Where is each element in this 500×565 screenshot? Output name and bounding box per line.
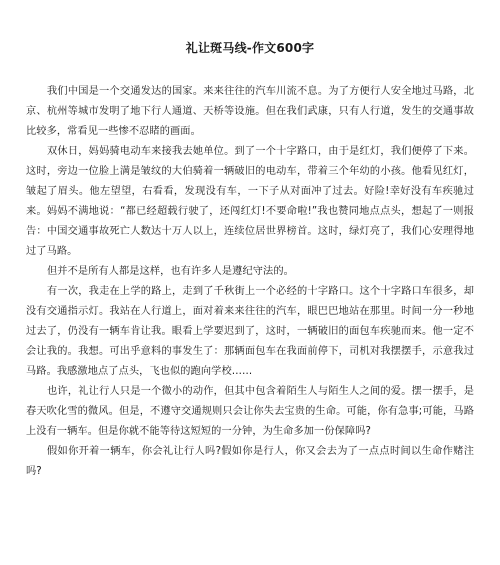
- paragraph-1: 我们中国是一个交通发达的国家。来来往往的汽车川流不息。为了方便行人安全地过马路，北京、杭州等城市发明了地下行人通道、天桥等设施。但在我们武康，只有人行道，发生的交通事故比较多，常看见一些惨不忍睹的画面。: [26, 86, 474, 137]
- article-body: [26, 82, 474, 482]
- paragraph-5: 也许，礼让行人只是一个微小的动作，但其中包含着陌生人与陌生人之间的爱。摆一摆手，是春天吹化雪的微风。但是，不遵守交通规则只会让你失去宝贵的生命。可能，你有急事;可能，马路上没有一辆车。但是你就不能等待这短短的一分钟，为生命多加一份保障吗?: [26, 386, 474, 437]
- paragraph-3: 但并不是所有人都是这样，也有许多人是遵纪守法的。: [47, 266, 294, 277]
- paragraph-6: 假如你开着一辆车，你会礼让行人吗?假如你是行人，你又会去为了一点点时间以生命作赌注吗?: [26, 446, 474, 477]
- paragraph-4: 有一次，我走在上学的路上，走到了千秋街上一个必经的十字路口。这个十字路口车很多，却没有交通指示灯。我站在人行道上，面对着来来往往的汽车，眼巴巴地站在那里。时间一分一秒地过去了，仍没有一辆车肯让我。眼看上学要迟到了，这时，一辆破旧的面包车疾驰而来。他一定不会让我的。我想。可出乎意料的事发生了：那辆面包车在我面前停下，司机对我摆摆手，示意我过马路。我感激地点了点头，飞也似的跑向学校……: [26, 286, 474, 377]
- paragraph-2: 双休日，妈妈骑电动车来接我去她单位。到了一个十字路口，由于是红灯，我们便停了下来。这时，旁边一位脸上满是皱纹的大伯骑着一辆破旧的电动车，带着三个年幼的小孩。他看见红灯，皱起了眉头。他左望望，右看看，发现没有车，一下子从对面冲了过去。好险!幸好没有车疾驰过来。妈妈不满地说：“都已经超载行驶了，还闯红灯!不要命啦!”我也赞同地点点头，想起了一则报告：中国交通事故死亡人数达十万人以上，连续位居世界榜首。这时，绿灯亮了，我们心安理得地过了马路。: [26, 146, 474, 257]
- article-title: 礼让斑马线-作文600字: [185, 41, 315, 55]
